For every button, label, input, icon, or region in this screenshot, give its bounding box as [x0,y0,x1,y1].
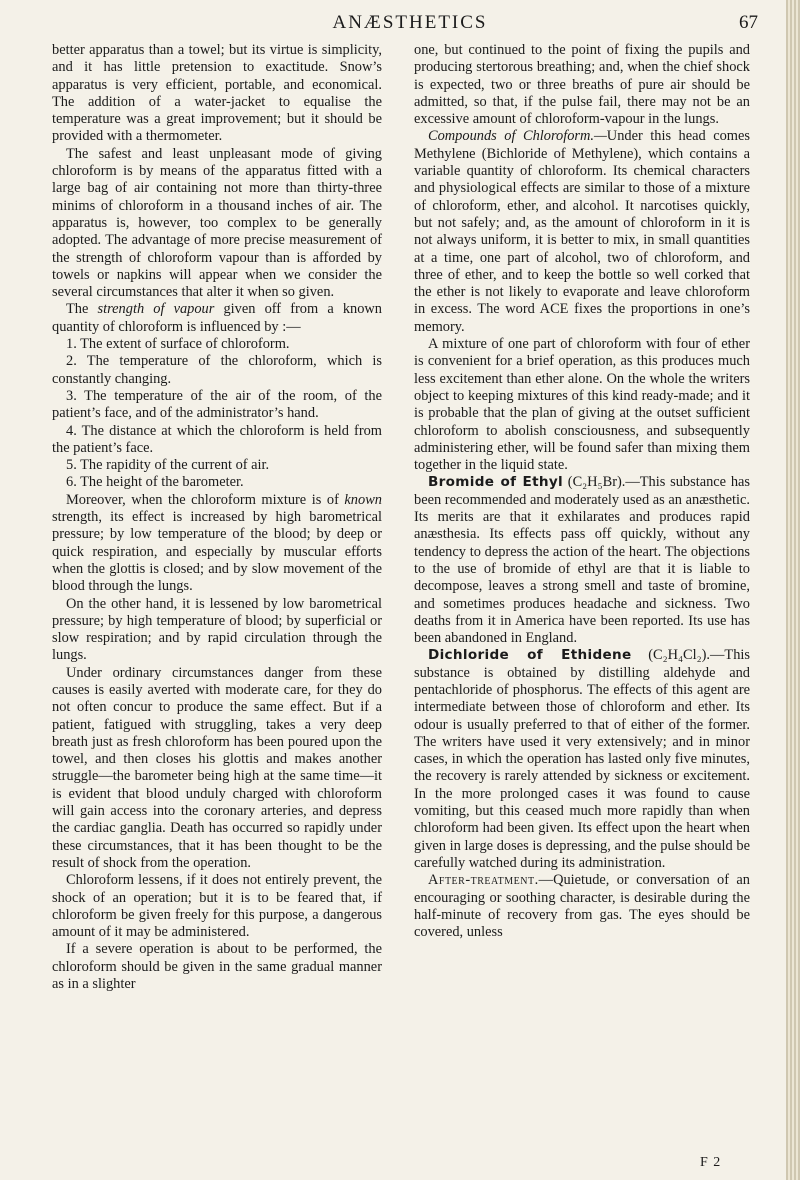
paragraph-prefix: The [66,301,98,318]
paragraph-text: 2. The temperature of the chloroform, which is constantly changing. [52,353,382,387]
paragraph [414,474,750,647]
running-head: ANÆSTHETICS [332,12,488,33]
paragraph-head: Bromide of Ethyl [428,474,564,491]
paragraph-text: —Quietude, or conversation of an encouraging or soothing character, is desirable during the half-minute of recovery from gas. The eyes should be covered, unless [414,872,750,941]
paragraph-text: (C₂H₅Br).—This substance has been recommended and moderately used as an anæsthetic. Its merits are that it exhilarates and produces rapid anæsthesia. Its effects pass off quickly, without any tendency to depress the action of the heart. The objections to the use of bromide of ethyl are that it is liable to decompose, leaves a strong smell and taste of bromine, and sometimes produces headache and sickness. Two deaths from it in America have been reported. Its use has been abandoned in England. [414,474,750,647]
paragraph-text: 3. The temperature of the air of the room, of the patient’s face, and of the administrator’s hand. [52,387,382,422]
paragraph-text: Under ordinary circumstances danger from these causes is easily averted with moderate care, for they do not often concur to produce the same effect. But if a patient, fatigued with struggling, takes a very deep breath just as fresh chloroform has been poured upon the towel, and then closes his glottis and makes another struggle—the barometer being high at the same time—it is evident that blood unduly charged with chloroform will gain access into the coronary arteries, and depress the cardiac ganglia. Death has occurred so rapidly under these circumstances, that it has been thought to be the result of shock from the operation. [52,664,382,871]
paragraph-em: Compounds of Chloroform.— [428,128,607,145]
paragraph-text: 5. The rapidity of the current of air. [66,457,270,474]
paragraph [414,128,750,336]
right-column [414,42,750,941]
paragraph-sc: After-treatment. [428,872,539,889]
paragraph-text: given off from a known quantity of chloroform is influenced by :— [52,301,382,335]
paragraph [52,596,382,665]
paragraph [52,42,382,146]
paragraph-text: On the other hand, it is lessened by low barometrical pressure; by high temperature of blood; by superficial or slow respiration; and by rapid circulation through the lungs. [52,595,382,664]
paragraph-head: Dichloride of Ethidene [428,647,632,664]
paragraph [52,665,382,873]
paragraph-text: Chloroform lessens, if it does not entirely prevent, the shock of an operation; but it is to be feared that, if chloroform be given freely for this purpose, a dangerous amount of it may be administered. [52,872,382,941]
signature-mark: F 2 [700,1155,722,1170]
paragraph-text: strength, its effect is increased by high barometrical pressure; by low temperature of the blood; by deep or quick respiration, and especially by muscular efforts when the glottis is closed; and by slow movement of the blood through the lungs. [52,509,382,595]
paragraph [52,423,382,458]
paragraph [52,146,382,302]
paragraph-text: Under this head comes Methylene (Bichloride of Methylene), which contains a variable quantity of chloroform. Its chemical characters and physiological effects are similar to those of a mixture of chloroform, ether, and alcohol. It narcotises quickly, but not safely; and, as the amount of chloroform in it is not always uniform, it is better to mix, in small quantities at a time, one part of alcohol, two of chloroform, and three of ether, and to keep the bottle so well corked that the ether is not likely to evaporate and leave chloroform in excess. The word ACE fixes the proportions in one’s memory. [414,128,750,335]
paragraph [414,872,750,941]
paragraph [52,353,382,388]
paragraph-text: 1. The extent of surface of chloroform. [66,336,290,353]
paragraph-text: 6. The height of the barometer. [66,474,244,491]
paragraph-text: (C₂H₄Cl₂).—This substance is obtained by distilling aldehyde and pentachloride of phosphorus. The effects of this agent are intermediate between those of chloroform and ether. Its odour is usually preferred to that of either of the former. The writers have used it very extensively; and in minor cases, in which the operation has lasted only five minutes, the recovery is rarely attended by sickness or excitement. In the more prolonged cases it was found to cause vomiting, but this ceased much more rapidly than when chloroform had been given. Its effect upon the heart when given in large doses is depressing, and the pulse should be carefully watched during its administration. [414,647,750,871]
paragraph [414,647,750,872]
paragraph [414,336,750,474]
paragraph-text: A mixture of one part of chloroform with four of ether is convenient for a brief operation, as this produces much less excitement than ether alone. On the whole the writers object to keeping mixtures of this kind ready-made; and it is probable that the plan of giving at the outset sufficient chloroform to abolish consciousness, and subsequently administering ether, will be found safer than mixing them together in the liquid state. [414,336,750,474]
paragraph-em: known [344,491,382,508]
paragraph [52,388,382,423]
paragraph [52,336,382,353]
paragraph-prefix: Moreover, when the chloroform mixture is of [66,491,345,508]
paragraph-text: one, but continued to the point of fixing the pupils and producing stertorous breathing; and, when the chief shock is expected, two or three breaths of pure air should be admitted, so that, if the pulse fail, there may not be an excessive amount of chloroform-vapour in the lungs. [414,42,750,128]
paragraph-text: better apparatus than a towel; but its virtue is simplicity, and it has little pretension to exactitude. Snow’s apparatus is very efficient, portable, and economical. The addition of a water-jacket to equalise the temperature was a great improvement; but it should be provided with a thermometer. [52,42,382,145]
paragraph [414,42,750,128]
paragraph [52,474,382,491]
paragraph-text: The safest and least unpleasant mode of giving chloroform is by means of the apparatus fitted with a large bag of air containing not more than thirty-three minims of chloroform in a thousand inches of air. The apparatus is, however, too complex to be generally adopted. The advantage of more precise measurement of the strength of chloroform vapour than is afforded by towels or napkins will appear when we consider the several circumstances that alter it when so given. [52,145,382,301]
paragraph-text: If a severe operation is about to be performed, the chloroform should be given in the same gradual manner as in a slighter [52,941,382,993]
paragraph [52,941,382,993]
paragraph-em: strength of vapour [97,301,215,318]
left-column [52,42,382,993]
page-edge-decoration [786,0,800,1180]
paragraph [52,301,382,336]
paragraph [52,492,382,596]
paragraph [52,457,382,474]
page-number: 67 [739,12,758,33]
page-header [50,10,770,40]
paragraph-text: 4. The distance at which the chloroform is held from the patient’s face. [52,422,382,456]
paragraph [52,872,382,941]
